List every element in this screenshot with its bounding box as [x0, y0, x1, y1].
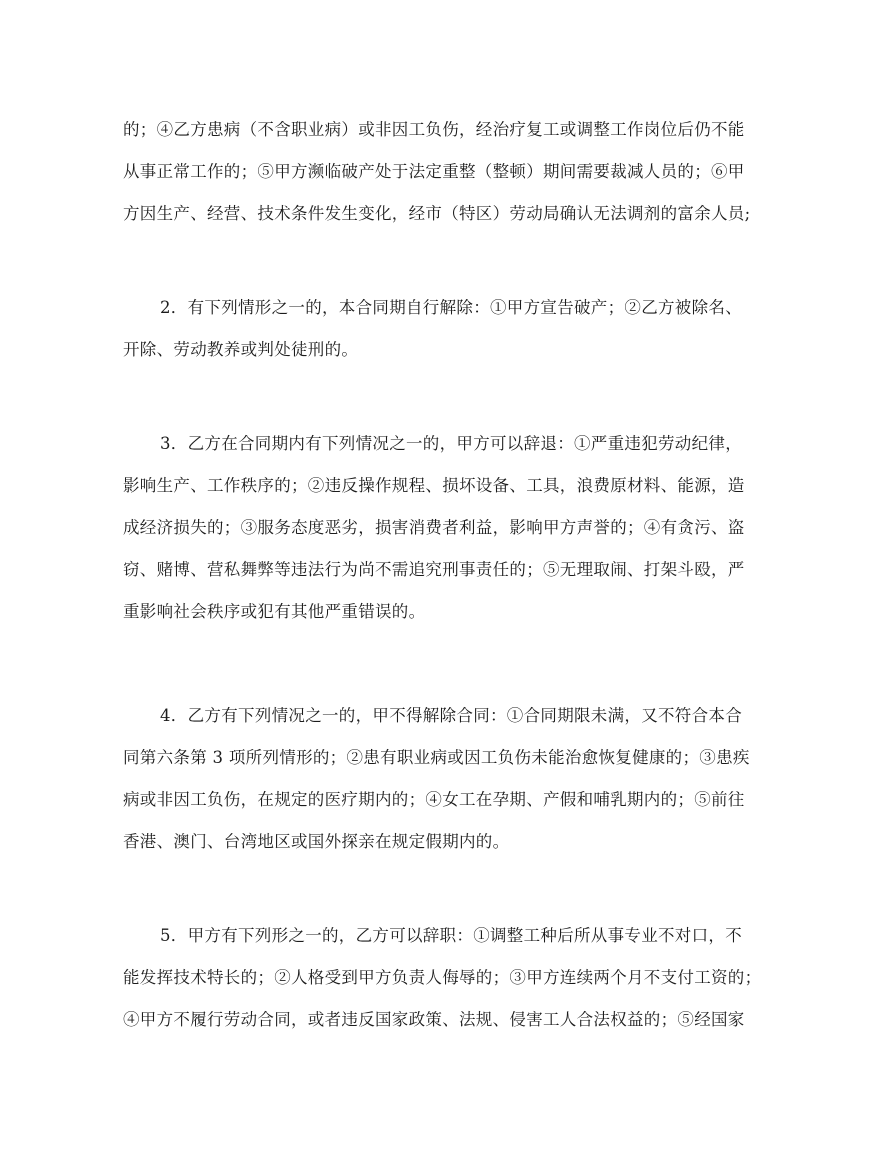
paragraph-line: 能发挥技术特长的；②人格受到甲方负责人侮辱的；③甲方连续两个月不支付工资的； — [123, 968, 762, 987]
paragraph-line: 成经济损失的；③服务态度恶劣，损害消费者利益，影响甲方声誉的；④有贪污、盗 — [123, 518, 745, 537]
paragraph-line: 窃、赌博、营私舞弊等违法行为尚不需追究刑事责任的；⑤无理取闹、打架斗殴，严 — [123, 560, 745, 579]
paragraph-line: 方因生产、经营、技术条件发生变化，经市（特区）劳动局确认无法调剂的富余人员; — [123, 204, 751, 223]
paragraph-line: 病或非因工负伤，在规定的医疗期内的；④女工在孕期、产假和哺乳期内的；⑤前往 — [123, 790, 745, 809]
paragraph-line: 的；④乙方患病（不含职业病）或非因工负伤，经治疗复工或调整工作岗位后仍不能 — [123, 120, 745, 139]
paragraph-line: 影响生产、工作秩序的；②违反操作规程、损坏设备、工具，浪费原材料、能源，造 — [123, 476, 745, 495]
paragraph-line: 从事正常工作的；⑤甲方濒临破产处于法定重整（整顿）期间需要裁减人员的；⑥甲 — [123, 162, 745, 181]
paragraph-line: 重影响社会秩序或犯有其他严重错误的。 — [123, 602, 426, 621]
paragraph-line: ④甲方不履行劳动合同，或者违反国家政策、法规、侵害工人合法权益的；⑤经国家 — [123, 1010, 745, 1029]
paragraph-line: 5．甲方有下列形之一的，乙方可以辞职：①调整工种后所从事专业不对口，不 — [160, 926, 742, 945]
paragraph-line: 开除、劳动教养或判处徒刑的。 — [123, 340, 359, 359]
paragraph-line: 3．乙方在合同期内有下列情况之一的，甲方可以辞退：①严重违犯劳动纪律， — [160, 434, 742, 453]
paragraph-line: 4．乙方有下列情况之一的，甲不得解除合同：①合同期限未满，又不符合本合 — [160, 706, 742, 725]
paragraph-line: 香港、澳门、台湾地区或国外探亲在规定假期内的。 — [123, 832, 510, 851]
paragraph-line: 2．有下列情形之一的，本合同期自行解除：①甲方宣告破产；②乙方被除名、 — [160, 298, 742, 317]
paragraph-line: 同第六条第 3 项所列情形的；②患有职业病或因工负伤未能治愈恢复健康的；③患疾 — [123, 748, 750, 767]
